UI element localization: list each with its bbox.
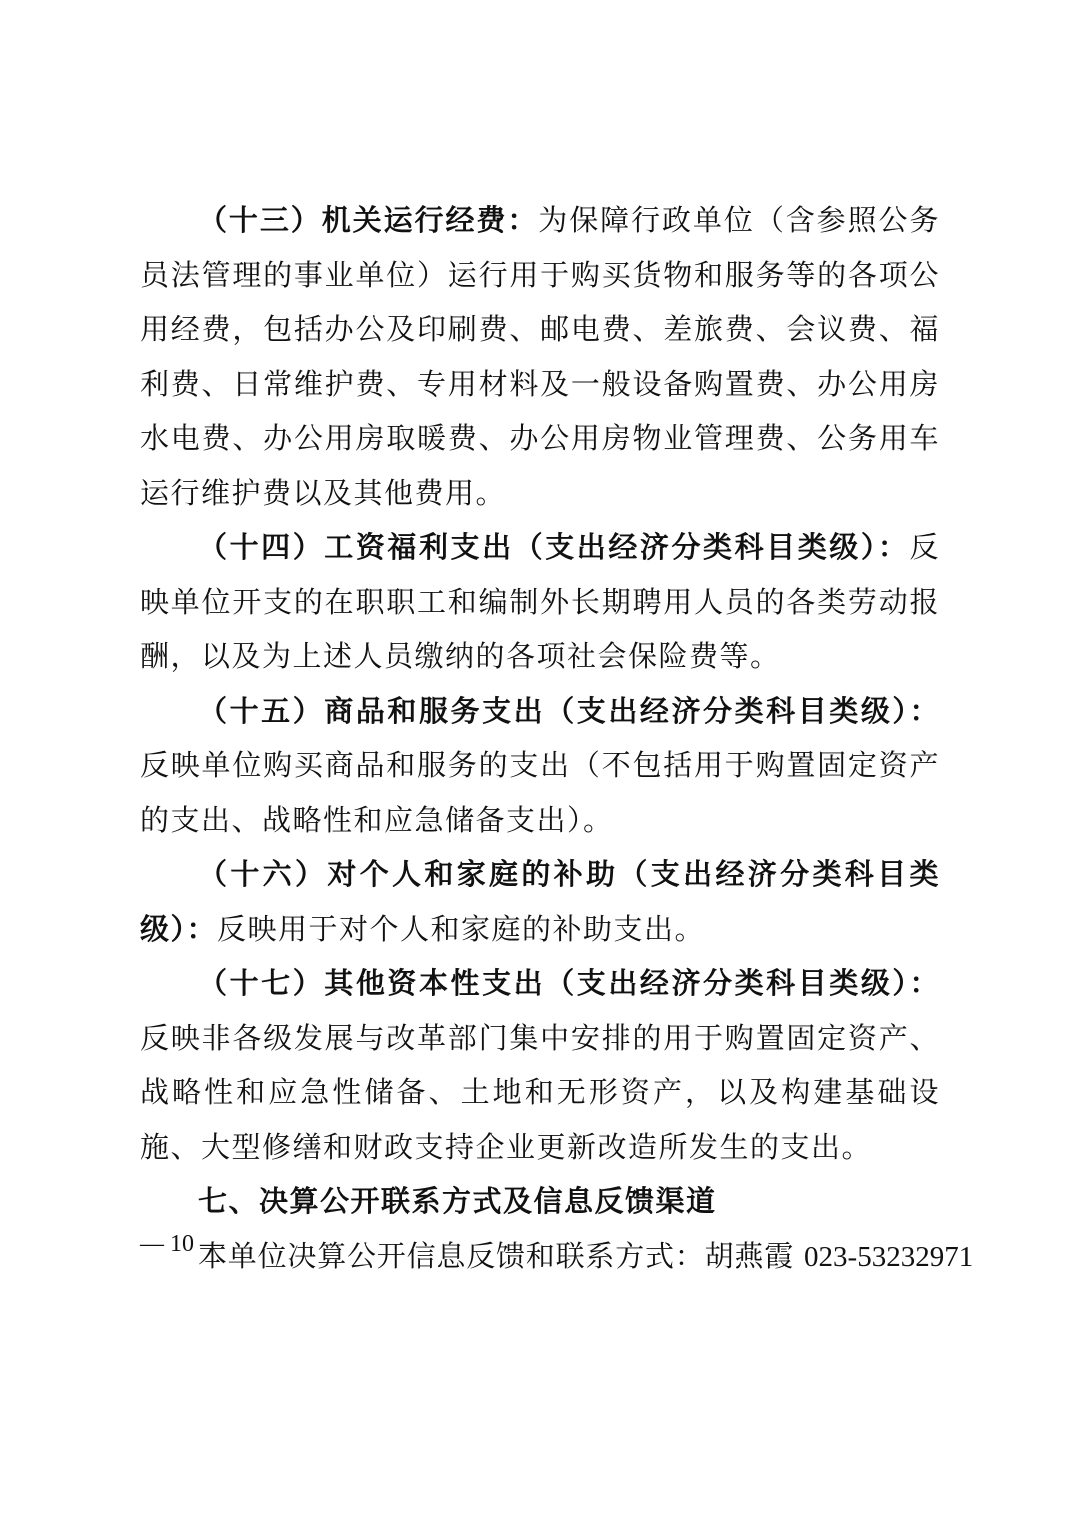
document-body: [140, 193, 974, 1284]
contact-phone: 023-53232971: [804, 1240, 974, 1273]
paragraph-lead: （十七）其他资本性支出（支出经济分类科目类级）：: [198, 966, 940, 1000]
paragraph-lead: （十五）商品和服务支出（支出经济分类科目类级）：: [198, 693, 940, 728]
paragraph-item-16: [140, 847, 940, 956]
paragraph-item-13: [140, 193, 940, 520]
section-heading: 七、决算公开联系方式及信息反馈渠道: [198, 1184, 717, 1218]
paragraph-lead: （十六）对个人和家庭的补助（支出经济分类科目类级）：: [140, 857, 940, 946]
paragraph-lead: （十四）工资福利支出（支出经济分类科目类级）：: [198, 530, 910, 564]
paragraph-text: 反映用于对个人和家庭的补助支出。: [217, 911, 706, 946]
page-number: — 10 —: [140, 1231, 224, 1257]
paragraph-lead: （十三）机关运行经费：: [198, 203, 539, 237]
contact-info: [140, 1229, 974, 1285]
paragraph-text: 为保障行政单位（含参照公务员法管理的事业单位）运行用于购买货物和服务等的各项公用经费，包括办公及印刷费、邮电费、差旅费、会议费、福利费、日常维护费、专用材料及一般设备购置费、办公用房水电费、办公用房取暖费、办公用房物业管理费、公务用车运行维护费以及其他费用。: [140, 203, 940, 510]
paragraph-item-15: [140, 684, 940, 848]
paragraph-text: 反映单位开支的在职职工和编制外长期聘用人员的各类劳动报酬，以及为上述人员缴纳的各项社会保险费等。: [140, 530, 940, 673]
paragraph-item-17: [140, 956, 940, 1174]
paragraph-text: 反映单位购买商品和服务的支出（不包括用于购置固定资产的支出、战略性和应急储备支出）。: [140, 748, 940, 837]
paragraph-item-14: [140, 520, 940, 684]
paragraph-text: 反映非各级发展与改革部门集中安排的用于购置固定资产、战略性和应急性储备、土地和无形资产，以及构建基础设施、大型修缮和财政支持企业更新改造所发生的支出。: [140, 1020, 940, 1164]
contact-label: 本单位决算公开信息反馈和联系方式：胡燕霞: [198, 1238, 805, 1273]
